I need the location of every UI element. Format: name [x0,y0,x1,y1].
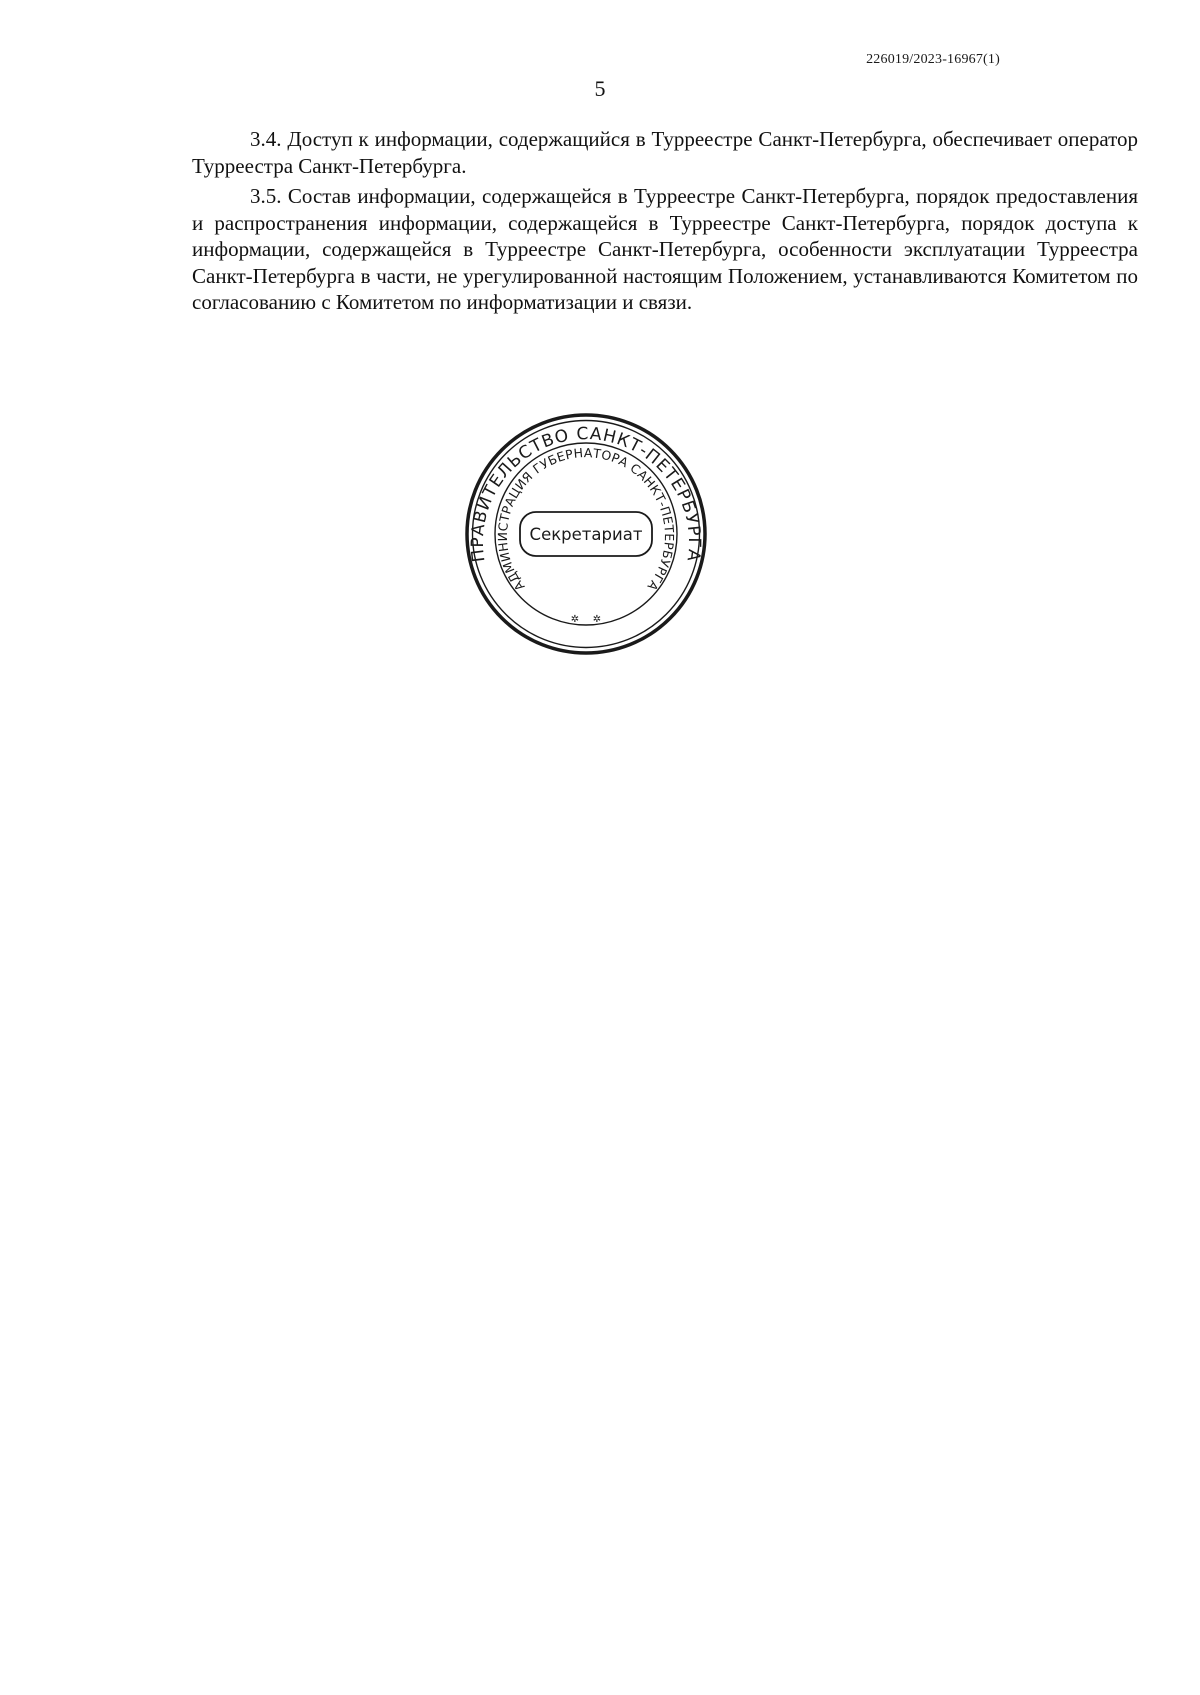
seal-star-icon: ✲ [570,614,580,625]
paragraph-3-4: 3.4. Доступ к информации, содержащийся в Турреестре Санкт-Петербурга, обеспечивает оператор Турреестра Санкт-Петербурга. [192,127,1138,178]
seal-star-icon: ✲ [592,614,602,625]
official-seal-stamp [464,412,708,656]
document-body [192,126,1138,320]
document-number: 226019/2023-16967(1) [866,52,1000,67]
seal-graphic [464,412,708,656]
seal-outer-text: ПРАВИТЕЛЬСТВО САНКТ-ПЕТЕРБУРГА [467,424,705,564]
seal-center-text: Секретариат [529,525,643,544]
paragraph-3-5: 3.5. Состав информации, содержащейся в Турреестре Санкт-Петербурга, порядок предоставления и распространения информации, содержащейся в Турреестре Санкт-Петербурга, порядок доступа к информации, содержащейся в Турреестре Санкт-Петербурга, особенности эксплуатации Турреестра Санкт-Петербурга в части, не урегулированной настоящим Положением, устанавливаются Комитетом по согласованию с Комитетом по информатизации и связи. [192,184,1138,314]
page-number: 5 [594,76,606,101]
seal-inner-text: АДМИНИСТРАЦИЯ ГУБЕРНАТОРА САНКТ-ПЕТЕРБУРГА [494,445,678,594]
